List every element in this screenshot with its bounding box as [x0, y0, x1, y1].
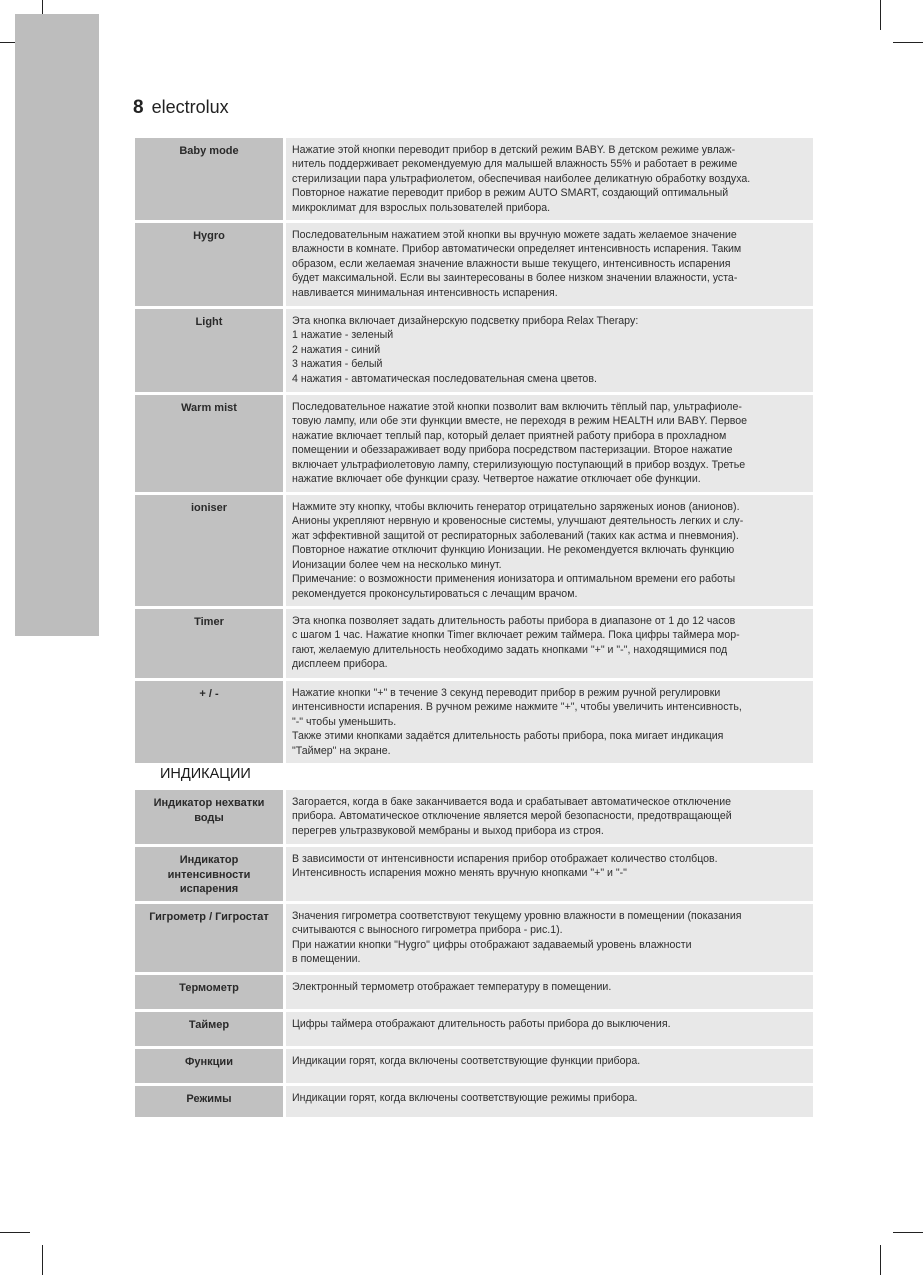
indication-term: Режимы — [135, 1086, 283, 1117]
button-description: Эта кнопка позволяет задать длительность работы прибора в диапазоне от 1 до 12 часов с шагом 1 час. Нажатие кнопки Timer включает режим таймера. Пока цифры таймера мор- гают, желаемую длительность необходимо задать кнопками "+" и "-", находящимися под дисплеем прибора. — [286, 609, 813, 678]
button-term: ioniser — [135, 495, 283, 606]
side-tab — [15, 14, 99, 636]
section-title: ИНДИКАЦИИ — [160, 766, 251, 782]
button-description: Эта кнопка включает дизайнерскую подсветку прибора Relax Therapy: 1 нажатие - зеленый 2 нажатия - синий 3 нажатия - белый 4 нажатия - автоматическая последовательная смена цветов. — [286, 309, 813, 392]
indication-term: Функции — [135, 1049, 283, 1083]
table-row — [135, 223, 813, 309]
crop-mark — [0, 1232, 30, 1233]
table-row — [135, 309, 813, 395]
indication-description: Индикации горят, когда включены соответствующие режимы прибора. — [286, 1086, 813, 1117]
button-description: Нажатие кнопки "+" в течение 3 секунд переводит прибор в режим ручной регулировки интенсивности испарения. В ручном режиме нажмите "+", чтобы увеличить интенсивность, "-" чтобы уменьшить. Также этими кнопками задаётся длительность работы прибора, пока мигает индикация "Таймер" на экране. — [286, 681, 813, 763]
indication-term: Индикатор нехватки воды — [135, 790, 283, 844]
indications-table — [135, 790, 813, 1117]
brand-name: electrolux — [151, 97, 229, 117]
table-row — [135, 790, 813, 847]
button-term: Timer — [135, 609, 283, 678]
table-row — [135, 847, 813, 904]
button-term: Baby mode — [135, 138, 283, 220]
button-term: Hygro — [135, 223, 283, 306]
indication-term: Гигрометр / Гигростат — [135, 904, 283, 972]
indication-description: Цифры таймера отображают длительность работы прибора до выключения. — [286, 1012, 813, 1046]
button-description: Нажатие этой кнопки переводит прибор в детский режим BABY. В детском режиме увлаж- нитель поддерживает рекомендуемую для малышей влажность 55% и работает в режиме стерилизации пара ультрафиолетом, обеспечивая наиболее деликатную обработку воздуха. Повторное нажатие переводит прибор в режим AUTO SMART, создающий оптимальный микроклимат для взрослых пользователей прибора. — [286, 138, 813, 220]
page-header — [133, 97, 229, 119]
page-number: 8 — [133, 97, 144, 118]
indication-description: В зависимости от интенсивности испарения прибор отображает количество столбцов. Интенсивность испарения можно менять вручную кнопками "+" и "-" — [286, 847, 813, 901]
table-row — [135, 681, 813, 763]
table-row — [135, 138, 813, 223]
table-row — [135, 495, 813, 609]
crop-mark — [42, 1245, 43, 1275]
crop-mark — [893, 42, 923, 43]
indication-term: Таймер — [135, 1012, 283, 1046]
table-row — [135, 1012, 813, 1049]
table-row — [135, 1086, 813, 1117]
button-term: Light — [135, 309, 283, 392]
table-row — [135, 975, 813, 1012]
indication-term: Термометр — [135, 975, 283, 1009]
indication-description: Загорается, когда в баке заканчивается вода и срабатывает автоматическое отключение прибора. Автоматическое отключение является мерой безопасности, предотвращающей перегрев ультразвуковой мембраны и выход прибора из строя. — [286, 790, 813, 844]
buttons-table — [135, 138, 813, 763]
button-description: Последовательное нажатие этой кнопки позволит вам включить тёплый пар, ультрафиоле- товую лампу, или обе эти функции вместе, не переходя в режим HEALTH или BABY. Первое нажатие включает теплый пар, который делает приятней работу прибора в прохладном помещении и обеззараживает воду прибора посредством пастеризации. Второе нажатие включает ультрафиолетовую лампу, стерилизующую поступающий в прибор воздух. Третье нажатие включает обе функции сразу. Четвертое нажатие отключает обе функции. — [286, 395, 813, 492]
indication-description: Значения гигрометра соответствуют текущему уровню влажности в помещении (показания считываются с выносного гигрометра прибора - рис.1). При нажатии кнопки "Hygro" цифры отображают задаваемый уровень влажности в помещении. — [286, 904, 813, 972]
table-row — [135, 904, 813, 975]
table-row — [135, 1049, 813, 1086]
button-term: + / - — [135, 681, 283, 763]
button-term: Warm mist — [135, 395, 283, 492]
crop-mark — [893, 1232, 923, 1233]
indication-description: Электронный термометр отображает температуру в помещении. — [286, 975, 813, 1009]
table-row — [135, 609, 813, 681]
indication-term: Индикатор интенсивности испарения — [135, 847, 283, 901]
crop-mark — [880, 0, 881, 30]
indication-description: Индикации горят, когда включены соответствующие функции прибора. — [286, 1049, 813, 1083]
button-description: Последовательным нажатием этой кнопки вы вручную можете задать желаемое значение влажности в комнате. Прибор автоматически определяет интенсивность испарения. Таким образом, если желаемая значение влажности выше текущего, интенсивность испарения будет максимальной. Если вы заинтересованы в более низком значении влажности, уста- навливается минимальная интенсивность испарения. — [286, 223, 813, 306]
crop-mark — [880, 1245, 881, 1275]
button-description: Нажмите эту кнопку, чтобы включить генератор отрицательно заряженых ионов (анионов). Анионы укрепляют нервную и кровеносные системы, улучшают деятельность легких и слу- жат эффективной защитой от респираторных заболеваний (таких как астма и пневмония). Повторное нажатие отключит функцию Ионизации. Не рекомендуется включать функцию Ионизации более чем на несколько минут. Примечание: о возможности применения ионизатора и оптимальном времени его работы рекомендуется проконсультироваться с лечащим врачом. — [286, 495, 813, 606]
table-row — [135, 395, 813, 495]
